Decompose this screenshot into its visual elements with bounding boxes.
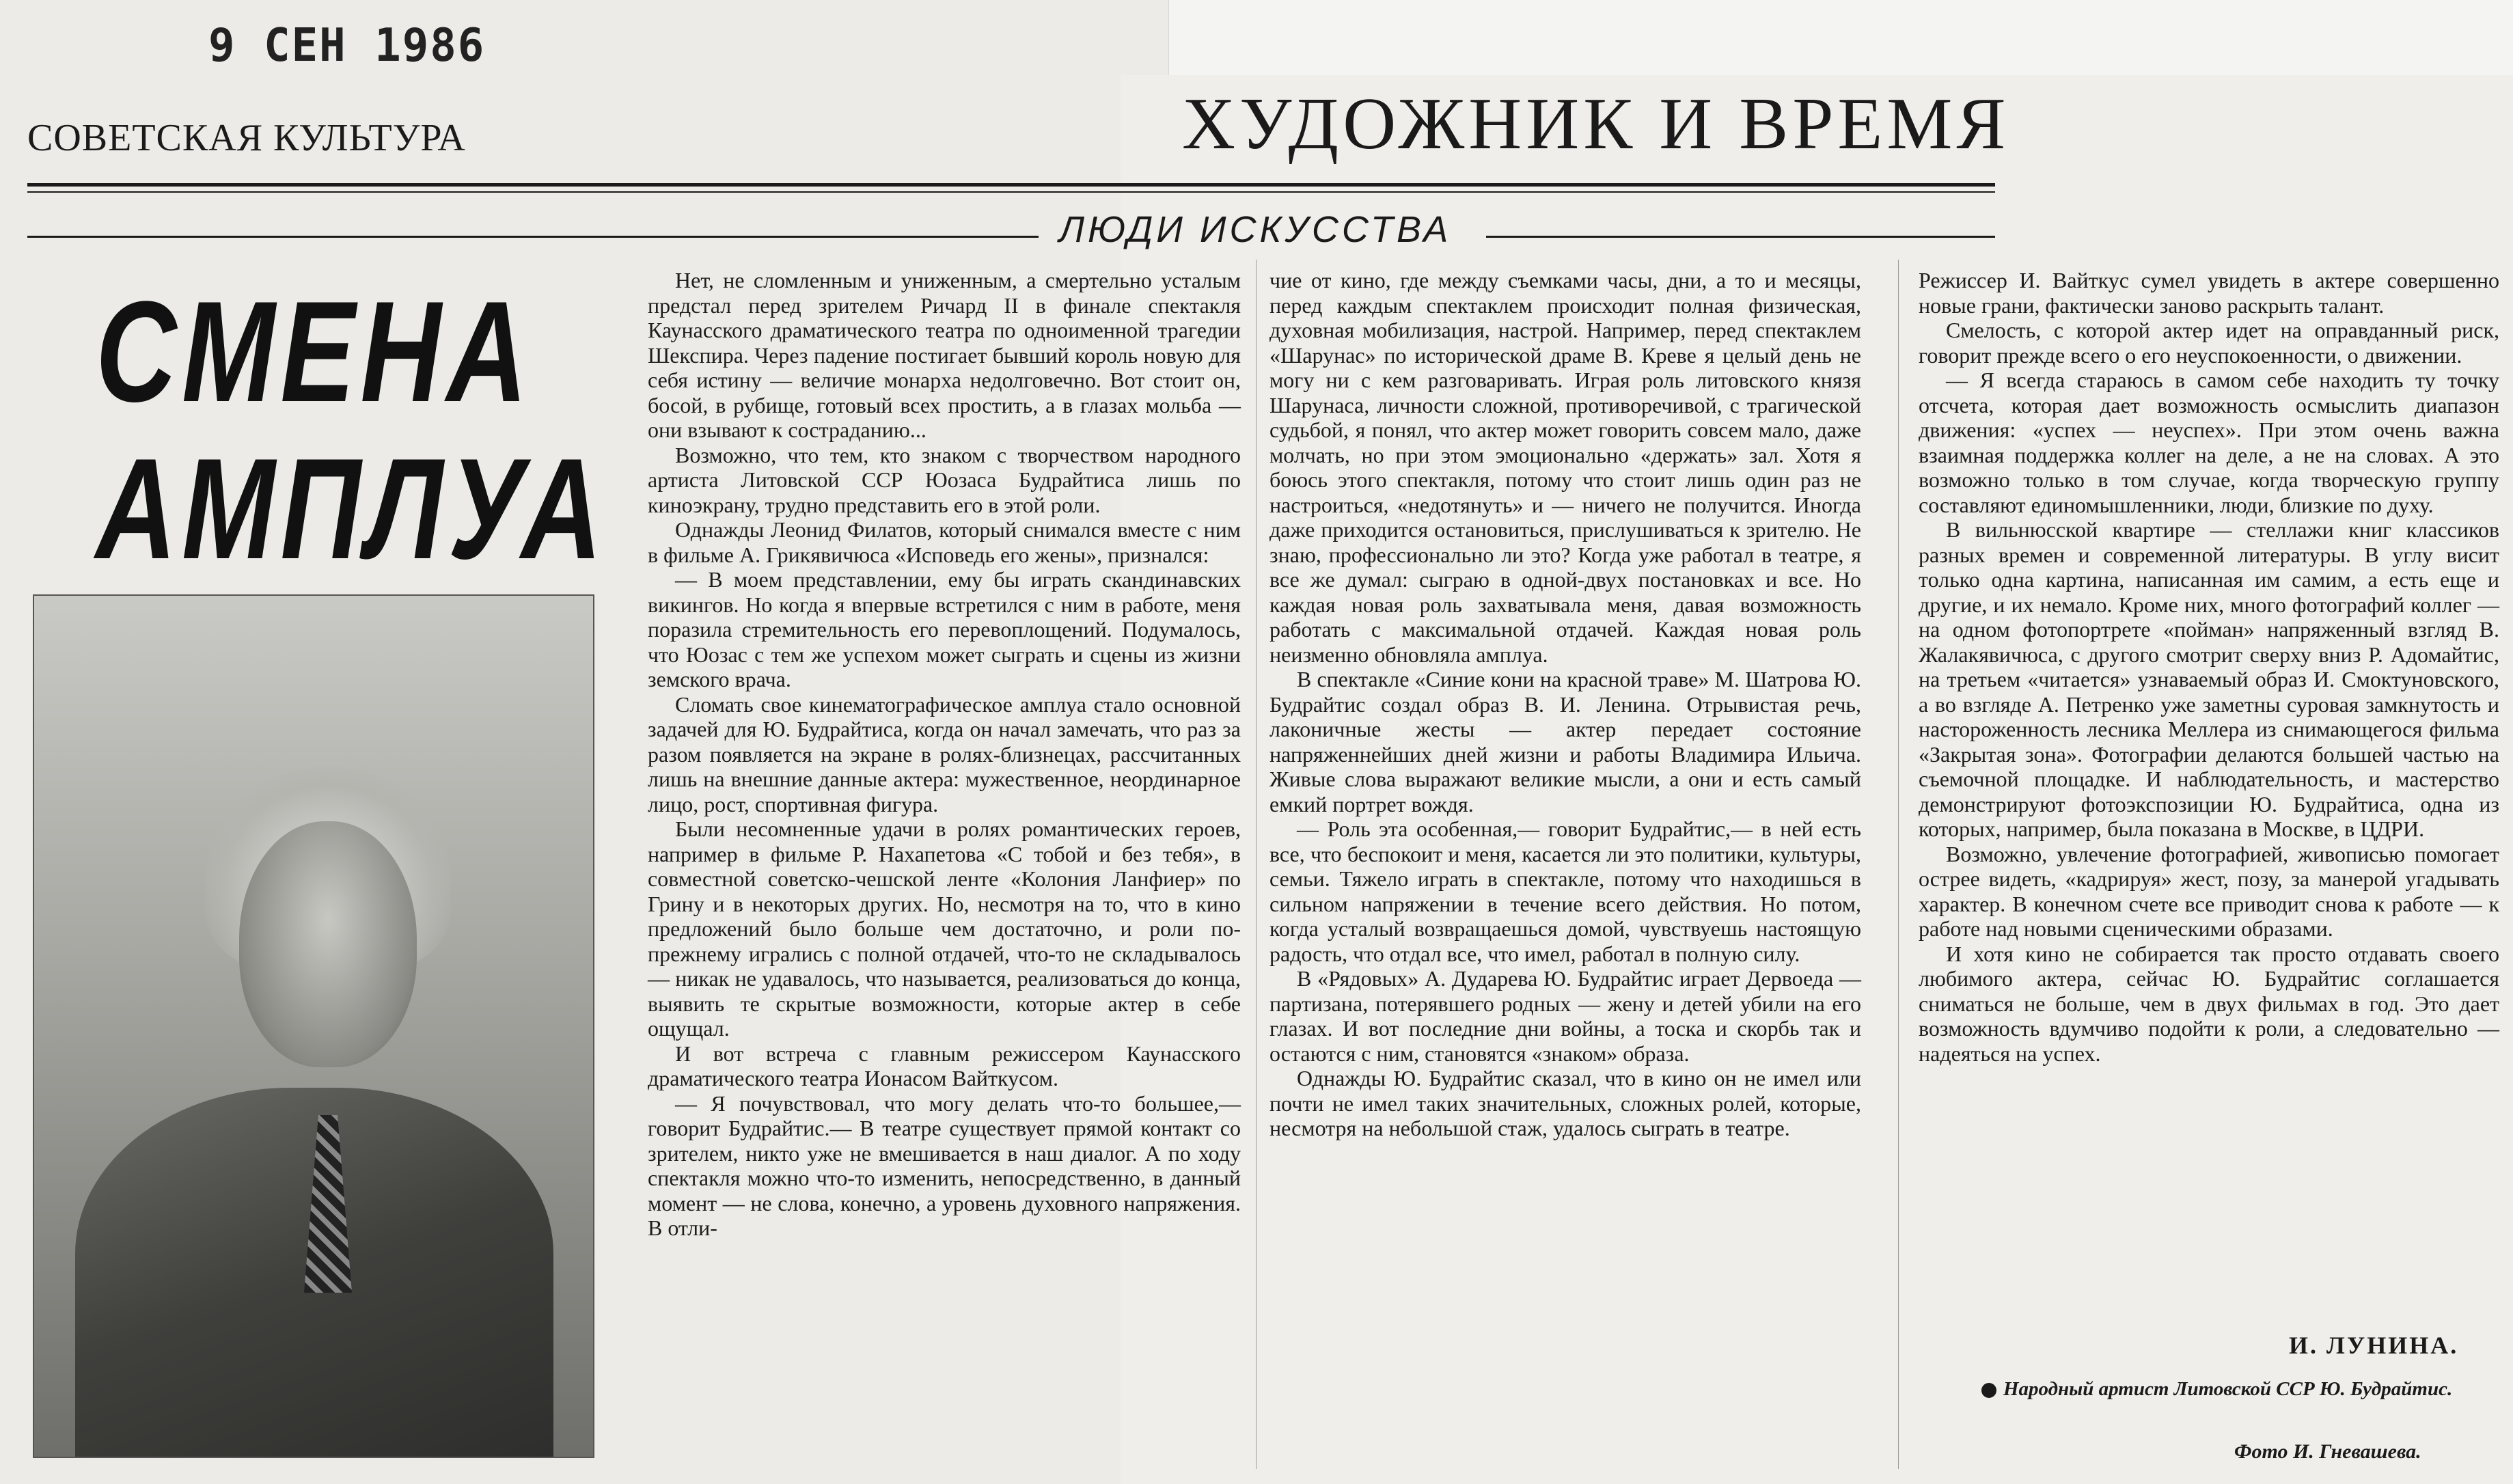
article-paragraph: В вильнюсской квартире — стеллажи книг классиков разных времен и современной литературы. В углу висит только одна картина, написанная им самим, а есть еще и другие, и их немало. Кроме них, много фотографий коллег — на одном фотопортрете «пойман» напряженный взгляд В. Жалакявичюса, с другого смотрит сверху вниз Р. Адомайтис, на третьем «читается» узнаваемый образ И. Смоктуновского, а во взгляде А. Петренко уже заметны суровая замкнутость и настороженность лесника Меллера из снимающегося фильма «Закрытая зона». Фотографии делаются большей частью на съемочной площадке. И наблюдательность, и мастерство демонстрируют фотоэкспозиции Ю. Будрайтиса, одна из которых, например, была показана в Москве, в ЦДРИ. [1919, 517, 2499, 841]
article-paragraph: — Я почувствовал, что могу делать что-то большее,— говорит Будрайтис.— В театре существует прямой контакт со зрителем, никто уже не вмешивается в наш диалог. А по ходу спектакля можно что-то изменить, непосредственно, в данный момент — не слова, конечно, а уровень духовного напряжения. В отли- [648, 1090, 1241, 1240]
bullet-icon [1981, 1383, 1996, 1398]
headline-line-2: АМПЛУА [96, 428, 607, 589]
newspaper-masthead: СОВЕТСКАЯ КУЛЬТУРА [27, 117, 466, 159]
article-paragraph: В спектакле «Синие кони на красной траве» М. Шатрова Ю. Будрайтис создал образ В. И. Ленина. Отрывистая речь, лаконичные жесты — актер передает состояние напряженнейших дней жизни и работы Владимира Ильича. Живые слова выражают великие мысли, а они и есть самый емкий портрет вождя. [1269, 667, 1861, 816]
article-paragraph: Однажды Ю. Будрайтис сказал, что в кино он не имел или почти не имел таких значительных, сложных ролей, которые, несмотря на небольшой стаж, удалось сыграть в театре. [1269, 1066, 1861, 1140]
article-column-1 [648, 268, 1241, 1241]
article-paragraph: В «Рядовых» А. Дударева Ю. Будрайтис играет Дервоеда — партизана, потерявшего родных — жену и детей убили на его глазах. И вот последние дни войны, а тоска и скорбь так и остаются с ним, становятся «знаком» образа. [1269, 966, 1861, 1066]
article-headline [96, 273, 607, 588]
article-paragraph: Возможно, что тем, кто знаком с творчеством народного артиста Литовской ССР Юозаса Будрайтиса лишь по киноэкрану, трудно представить его в этой роли. [648, 442, 1241, 517]
column-divider-2 [1898, 260, 1899, 1469]
article-paragraph: Сломать свое кинематографическое амплуа стало основной задачей для Ю. Будрайтиса, когда он начал замечать, что раз за разом появляется на экране в ролях-близнецах, рассчитанных лишь на внешние данные актера: мужественное, неординарное лицо, рост, спортивная фигура. [648, 691, 1241, 816]
article-paragraph: чие от кино, где между съемками часы, дни, а то и месяцы, перед каждым спектаклем происходит полная физическая, духовная мобилизация, настрой. Например, перед спектаклем «Шарунас» по исторической драме В. Креве я целый день не могу ни с кем разговаривать. Играя роль литовского князя Шарунаса, личности сложной, противоречивой, с трагической судьбой, я понял, что актер может говорить совсем мало, даже молчать, но при этом эмоционально «держать» зал. Хотя я боюсь этого спектакля, потому что стоит лишь один раз не настроиться, «недотянуть» и — ничего не получится. Иногда даже приходится остановиться, прислушиваться к зрителю. Не знаю, профессионально ли это? Когда уже работал в театре, я все же думал: сыграю в одной-двух постановках и все. Но каждая новая роль захватывала меня, давая возможность работать с максимальной отдачей. Каждая новая роль неизменно обновляла амплуа. [1269, 268, 1861, 667]
article-paragraph: Были несомненные удачи в ролях романтических героев, например в фильме Р. Нахапетова «С тобой и без тебя», в совместной советско-чешской ленте «Колония Ланфиер» по Грину и в некоторых других. Но, несмотря на то, что в кино предложений было больше чем достаточно, и роли по-прежнему игрались с полной отдачей, что-то не складывалось — никак не удавалось, что называется, реализоваться до конца, выявить те скрытые возможности, которые актер в себе ощущал. [648, 816, 1241, 1041]
article-paragraph: Смелость, с которой актер идет на оправданный риск, говорит прежде всего о его неуспокоенности, о движении. [1919, 318, 2499, 368]
article-paragraph: Режиссер И. Вайткус сумел увидеть в актере совершенно новые грани, фактически заново раскрыть талант. [1919, 268, 2499, 318]
portrait-photo [33, 594, 594, 1458]
photo-credit: Фото И. Гневашева. [2234, 1440, 2421, 1463]
top-rule-thick [27, 183, 1995, 187]
article-paragraph: — В моем представлении, ему бы играть скандинавских викингов. Но когда я впервые встретился с ним в работе, меня поразила стремительность его перевоплощений. Подумалось, что Юозас с тем же успехом может сыграть и сцены из жизни земского врача. [648, 567, 1241, 691]
article-column-3 [1919, 268, 2499, 1066]
rubric-rule-left [27, 236, 1039, 238]
article-paragraph: — Я всегда стараюсь в самом себе находить ту точку отсчета, которая дает возможность осмыслить диапазон движения: «успех — неуспех». При этом очень важна взаимная поддержка коллег на деле, а не на словах. А это возможно только в том случае, когда творческую группу составляют единомышленники, люди, близкие по духу. [1919, 368, 2499, 517]
photo-caption [1981, 1377, 2487, 1401]
article-paragraph: И вот встреча с главным режиссером Каунасского драматического театра Ионасом Вайткусом. [648, 1041, 1241, 1090]
article-paragraph: Возможно, увлечение фотографией, живописью помогает острее видеть, «кадрируя» жест, позу, за манерой угадывать характер. В конечном счете все приводит снова к работе — к работе над новыми сценическими образами. [1919, 841, 2499, 941]
article-paragraph: Нет, не сломленным и униженным, а смертельно усталым предстал перед зрителем Ричард II в финале спектакля Каунасского драматического театра по одноименной трагедии Шекспира. Через падение постигает бывший король новую для себя истину — величие монарха недолговечно. Вот стоит он, босой, в рубище, готовый всех простить, а в глазах мольба — они взывают к состраданию... [648, 268, 1241, 442]
headline-line-1: СМЕНА [96, 271, 533, 432]
rubric-rule-right [1486, 236, 1995, 238]
photo-caption-text: Народный артист Литовской ССР Ю. Будрайтис. [2003, 1378, 2453, 1400]
date-stamp: 9 СЕН 1986 [208, 19, 486, 72]
photo-face-shape [239, 821, 417, 1067]
article-column-2 [1269, 268, 1861, 1141]
article-paragraph: И хотя кино не собирается так просто отдавать своего любимого актера, сейчас Ю. Будрайтис соглашается сниматься не больше, чем в двух фильмах в год. Это дает возможность вдумчиво подойти к роли, а следовательно — надеяться на успех. [1919, 941, 2499, 1066]
article-paragraph: Однажды Леонид Филатов, который снимался вместе с ним в фильме А. Грикявичюса «Исповедь его жены», признался: [648, 517, 1241, 567]
top-rule-thin [27, 191, 1995, 193]
section-title: ХУДОЖНИК И ВРЕМЯ [1182, 83, 2010, 165]
author-signature: И. ЛУНИНА. [2289, 1332, 2459, 1359]
rubric-label: ЛЮДИ ИСКУССТВА [1059, 209, 1452, 250]
article-paragraph: — Роль эта особенная,— говорит Будрайтис,— в ней есть все, что беспокоит и меня, касается ли это политики, культуры, семьи. Тяжело играть в спектакле, потому что находишься в сильном напряжении в течение всего действия. Но потом, когда усталый возвращаешься домой, чувствуешь настоящую радость, что отдал все, что имел, работал в полную силу. [1269, 816, 1861, 966]
